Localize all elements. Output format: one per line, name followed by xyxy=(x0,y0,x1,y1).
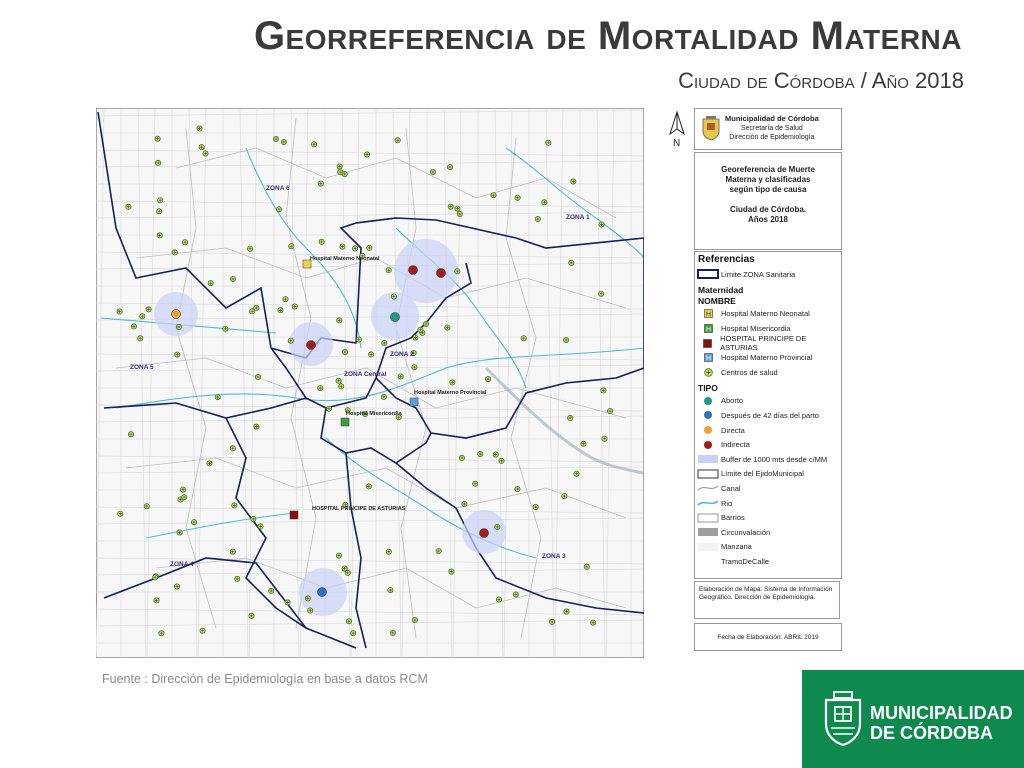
legend-label-asturias: HOSPITAL PRINCIPE DE ASTURIAS xyxy=(720,334,807,353)
hospital-misericordia-icon xyxy=(704,324,713,333)
municipality-crest-icon xyxy=(822,690,864,748)
map-title-line2: Materna y clasificadas xyxy=(725,175,811,184)
logo-line1: MUNICIPALIDAD xyxy=(870,703,1013,723)
hospital-label-neonatal: Hospital Materno Neonatal xyxy=(310,256,380,262)
ejido-swatch-icon xyxy=(697,469,719,479)
legend-label-provincial: Hospital Materno Provincial xyxy=(721,353,813,363)
barrios-swatch-icon xyxy=(697,513,719,523)
legend-item-manzana xyxy=(695,540,841,555)
legend-item-canal xyxy=(695,481,841,496)
north-label: N xyxy=(673,138,681,149)
circunvalacion-swatch-icon xyxy=(697,527,719,537)
zone-central-label: ZONA Central xyxy=(344,371,387,378)
hospital-neonatal-icon xyxy=(704,309,713,318)
legend-item-rio xyxy=(695,496,841,511)
map-title-line5: Años 2018 xyxy=(747,215,789,224)
north-arrow-icon xyxy=(664,110,690,150)
map-title-line1: Georeferencia de Muerte xyxy=(721,165,815,174)
legend-label-buffer: Buffer de 1000 mts desde c/MM xyxy=(721,454,828,464)
aborto-dot-icon xyxy=(703,396,713,406)
svg-text:H: H xyxy=(705,326,711,333)
legend-item-zona xyxy=(695,267,841,282)
legend-item-neonatal xyxy=(695,307,841,322)
health-center-icon xyxy=(704,368,713,377)
legend-item-tramo xyxy=(695,554,841,569)
legend-label-directa: Directa xyxy=(721,425,745,435)
legend-label-misericordia: Hospital Misericordia xyxy=(721,323,791,333)
legend xyxy=(694,251,842,579)
legend-label-circunvalacion: Circunvalación xyxy=(721,527,771,537)
zone-5-label: ZONA 5 xyxy=(130,364,154,371)
coat-of-arms-icon xyxy=(701,115,721,141)
legend-label-aborto: Aborto xyxy=(721,396,744,406)
legend-label-barrios: Barrios xyxy=(721,513,745,523)
municipality-logo xyxy=(802,670,1024,768)
legend-label-despues42: Después de 42 días del parto xyxy=(721,410,819,420)
legend-item-buffer xyxy=(695,452,841,467)
canal-line-icon xyxy=(697,483,719,493)
zone-2-label: ZONA 2 xyxy=(390,351,414,358)
page-subtitle: Ciudad de Córdoba / Año 2018 xyxy=(678,68,964,93)
legend-heading: Referencias xyxy=(698,254,755,265)
map-date: Fecha de Elaboración: ABRIL 2019 xyxy=(694,623,842,651)
org-line2: Secretaría de Salud xyxy=(740,125,803,132)
logo-line2: DE CÓRDOBA xyxy=(870,723,994,743)
legend-label-centros: Centros de salud xyxy=(721,367,778,377)
source-note: Fuente : Dirección de Epidemiología en base a datos RCM xyxy=(102,672,428,686)
legend-item-indirecta xyxy=(695,437,841,452)
hospital-label-provincial: Hospital Materno Provincial xyxy=(414,390,487,396)
zone-6-label: ZONA 6 xyxy=(266,185,290,192)
hospital-label-misericordia: Hospital Misericordia xyxy=(346,411,402,417)
map-title-box xyxy=(694,152,842,250)
buffer-swatch-icon xyxy=(697,454,719,464)
legend-item-directa xyxy=(695,423,841,438)
despues42-dot-icon xyxy=(703,410,713,420)
hospital-asturias-icon xyxy=(703,339,712,348)
legend-label-zona: Limite ZONA Sanitaria xyxy=(721,269,796,279)
legend-maternidad: Maternidad xyxy=(698,284,744,295)
legend-label-indirecta: Indirecta xyxy=(721,440,750,450)
legend-label-tramo: TramoDeCalle xyxy=(721,556,770,566)
directa-dot-icon xyxy=(703,425,713,435)
zone-3-label: ZONA 3 xyxy=(542,553,566,560)
legend-item-despues42 xyxy=(695,408,841,423)
legend-item-centros xyxy=(695,365,841,380)
legend-item-asturias xyxy=(695,336,841,351)
org-name: Municipalidad de Córdoba xyxy=(725,114,819,123)
legend-item-barrios xyxy=(695,510,841,525)
manzana-swatch-icon xyxy=(697,542,719,552)
page-title: Georreferencia de Mortalidad Materna xyxy=(253,14,962,58)
svg-text:H: H xyxy=(705,311,711,319)
map-credits: Elaboración de Mapa: Sistema de Información Geográfico. Dirección de Epidemiología. xyxy=(694,581,840,619)
hospital-label-asturias: HOSPITAL PRINCIPE DE ASTURIAS xyxy=(312,506,406,512)
legend-label-rio: Rio xyxy=(721,498,733,508)
legend-item-aborto xyxy=(695,394,841,409)
zona-line-icon xyxy=(697,269,719,279)
legend-item-circunvalacion xyxy=(695,525,841,540)
map-title-line4: Ciudad de Córdoba. xyxy=(730,205,806,214)
legend-label-ejido: Límite del EjidoMunicipal xyxy=(721,469,804,479)
hospital-provincial-icon xyxy=(704,353,713,362)
legend-label-manzana: Manzana xyxy=(721,542,752,552)
map-title-line3: según tipo de causa xyxy=(729,185,807,194)
legend-item-provincial xyxy=(695,350,841,365)
zone-1-label: ZONA 1 xyxy=(566,214,590,221)
legend-item-ejido xyxy=(695,467,841,482)
indirecta-dot-icon xyxy=(703,440,713,450)
legend-label-canal: Canal xyxy=(721,483,741,493)
city-map xyxy=(96,108,644,658)
org-box xyxy=(694,108,842,150)
legend-label-neonatal: Hospital Materno Neonatal xyxy=(721,309,810,319)
zone-4-label: ZONA 4 xyxy=(170,561,194,568)
svg-text:H: H xyxy=(705,355,711,363)
legend-tipo: TIPO xyxy=(698,382,718,393)
legend-nombre: NOMBRE xyxy=(698,295,736,306)
rio-line-icon xyxy=(697,498,719,508)
org-line3: Dirección de Epidemiología xyxy=(729,134,815,141)
